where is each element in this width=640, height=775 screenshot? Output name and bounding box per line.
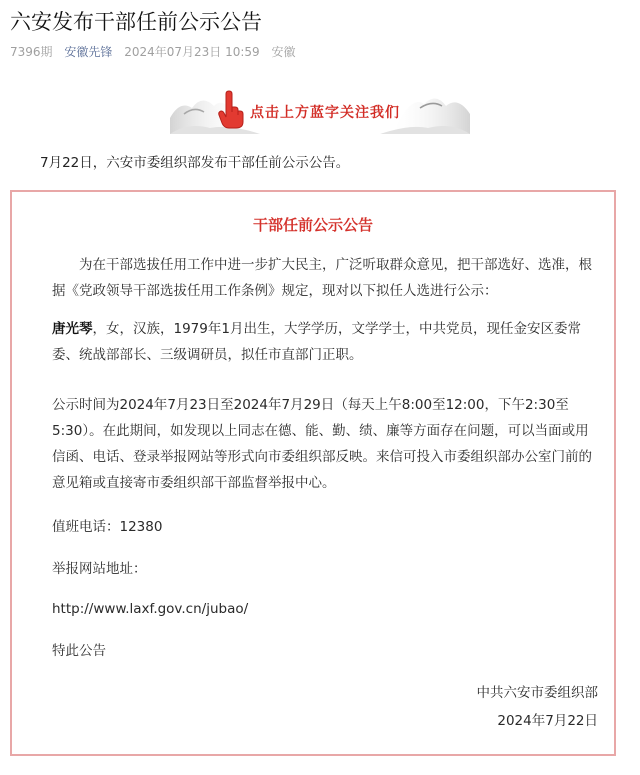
author-link[interactable]: 安徽先锋 — [64, 45, 113, 59]
article-title: 六安发布干部任前公示公告 — [10, 10, 262, 34]
follow-banner[interactable] — [170, 88, 470, 134]
candidate-description: ，女，汉族，1979年1月出生，大学学历，文学学士，中共党员，现任金安区委常委、统战部部长、三级调研员，拟任市直部门正职。 — [52, 321, 581, 363]
follow-cta-text[interactable]: 点击上方蓝字关注我们 — [250, 105, 400, 121]
notice-paragraph-period: 公示时间为2024年7月23日至2024年7月29日（每天上午8:00至12:00，下午2:30至5:30）。在此期间，如发现以上同志在德、能、勤、绩、廉等方面存在问题，可以当面或用信函、电话、登录举报网站等形式向市委组织部反映。来信可投入市委组织部办公室门前的意见箱或直接寄市委组织部干部监督举报中心。 — [52, 397, 592, 491]
notice-paragraph-basis: 为在干部选拔任用工作中进一步扩大民主，广泛听取群众意见，把干部选好、选准，根据《党政领导干部选拔任用工作条例》规定，现对以下拟任人选进行公示： — [52, 257, 592, 299]
notice-box — [10, 190, 616, 756]
issue-number: 7396期 — [10, 45, 53, 59]
report-site-label: 举报网站地址： — [52, 561, 147, 577]
notice-heading: 干部任前公示公告 — [252, 216, 373, 234]
signature-date: 2024年7月22日 — [497, 713, 598, 729]
article-meta — [10, 43, 304, 61]
intro-paragraph: 7月22日，六安市委组织部发布干部任前公示公告。 — [40, 155, 350, 171]
publish-datetime: 2024年07月23日 10:59 — [124, 45, 260, 59]
notice-paragraph-candidate — [52, 316, 597, 368]
pointing-hand-icon — [215, 90, 245, 130]
report-site-url[interactable]: http://www.laxf.gov.cn/jubao/ — [52, 601, 249, 617]
candidate-name: 唐光琴 — [52, 321, 93, 337]
closing-text: 特此公告 — [52, 643, 106, 659]
signature-organization: 中共六安市委组织部 — [476, 685, 598, 701]
publish-location: 安徽 — [271, 45, 296, 59]
duty-phone: 值班电话：12380 — [52, 519, 163, 535]
